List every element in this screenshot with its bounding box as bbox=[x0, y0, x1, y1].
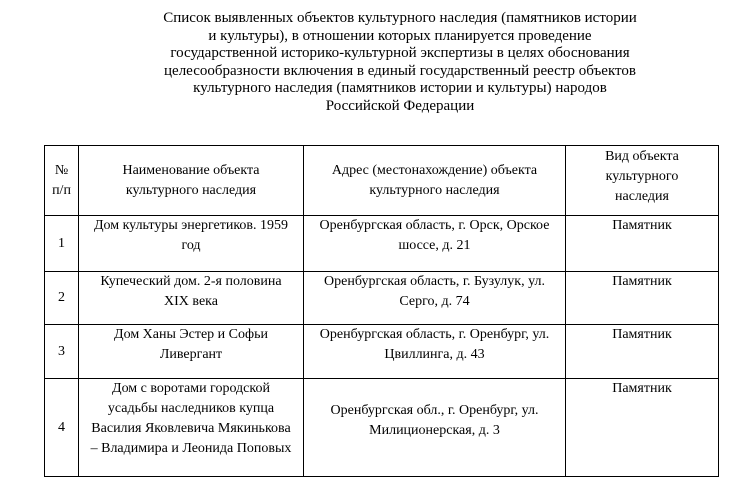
object-address-line: шоссе, д. 21 bbox=[398, 238, 471, 253]
row-number: 4 bbox=[45, 379, 79, 477]
header-kind bbox=[566, 146, 719, 216]
row-number: 1 bbox=[45, 216, 79, 272]
object-address-line: Оренбургская область, г. Орск, Орское bbox=[319, 218, 550, 233]
title-line: и культуры), в отношении которых планируется проведение bbox=[208, 27, 592, 44]
object-address-line: Оренбургская область, г. Бузулук, ул. bbox=[324, 274, 545, 289]
object-address-line: Милиционерская, д. 3 bbox=[369, 423, 500, 438]
header-name bbox=[79, 146, 304, 216]
object-name-line: XIX века bbox=[164, 294, 218, 309]
header-address-line: культурного наследия bbox=[369, 182, 500, 198]
object-name-line: Дом культуры энергетиков. 1959 bbox=[93, 218, 289, 233]
header-name-line: Наименование объекта bbox=[122, 162, 260, 178]
header-num-line: п/п bbox=[52, 182, 71, 198]
title-line: культурного наследия (памятников истории и культуры) народов bbox=[193, 80, 607, 97]
object-name bbox=[79, 272, 304, 325]
object-address-line: Оренбургская обл., г. Оренбург, ул. bbox=[330, 403, 539, 418]
header-address-line: Адрес (местонахождение) объекта bbox=[331, 162, 538, 178]
object-kind: Памятник bbox=[566, 379, 719, 477]
header-kind-line: наследия bbox=[615, 188, 669, 204]
object-address-line: Серго, д. 74 bbox=[399, 294, 470, 309]
object-kind: Памятник bbox=[566, 325, 719, 379]
table-header-row bbox=[45, 146, 719, 216]
object-name bbox=[79, 325, 304, 379]
object-kind: Памятник bbox=[566, 216, 719, 272]
header-kind-line: культурного bbox=[605, 168, 679, 184]
title-line: государственной историко-культурной экспертизы в целях обоснования bbox=[170, 45, 630, 62]
row-number: 3 bbox=[45, 325, 79, 379]
title-line: Список выявленных объектов культурного наследия (памятников истории bbox=[163, 10, 637, 26]
table-row bbox=[45, 379, 719, 477]
object-name-line: усадьбы наследников купца bbox=[107, 401, 275, 416]
table-row bbox=[45, 216, 719, 272]
title-line: целесообразности включения в единый государственный реестр объектов bbox=[164, 62, 636, 79]
object-name-line: Купеческий дом. 2-я половина bbox=[100, 274, 282, 289]
object-name bbox=[79, 379, 304, 477]
header-name-line: культурного наследия bbox=[125, 182, 257, 198]
object-name-line: Василия Яковлевича Мякинькова bbox=[91, 421, 291, 436]
row-number: 2 bbox=[45, 272, 79, 325]
header-num bbox=[45, 146, 79, 216]
object-address bbox=[304, 379, 566, 477]
object-address bbox=[304, 325, 566, 379]
header-num-line: № bbox=[54, 162, 69, 178]
header-kind-line: Вид объекта bbox=[605, 148, 679, 164]
object-name-line: Дом Ханы Эстер и Софьи bbox=[114, 327, 268, 342]
object-name-line: год bbox=[181, 238, 201, 253]
document-title bbox=[90, 10, 710, 116]
object-name-line: Дом с воротами городской bbox=[112, 381, 270, 396]
object-kind: Памятник bbox=[566, 272, 719, 325]
table-row bbox=[45, 272, 719, 325]
header-address bbox=[304, 146, 566, 216]
object-address-line: Цвиллинга, д. 43 bbox=[384, 347, 485, 362]
object-name-line: Ливергант bbox=[159, 347, 223, 362]
object-name-line: – Владимира и Леонида Поповых bbox=[90, 441, 292, 456]
object-address bbox=[304, 216, 566, 272]
object-address-line: Оренбургская область, г. Оренбург, ул. bbox=[319, 327, 550, 342]
heritage-objects-table bbox=[44, 145, 719, 477]
table-row bbox=[45, 325, 719, 379]
object-address bbox=[304, 272, 566, 325]
object-name bbox=[79, 216, 304, 272]
title-line: Российской Федерации bbox=[325, 97, 475, 114]
